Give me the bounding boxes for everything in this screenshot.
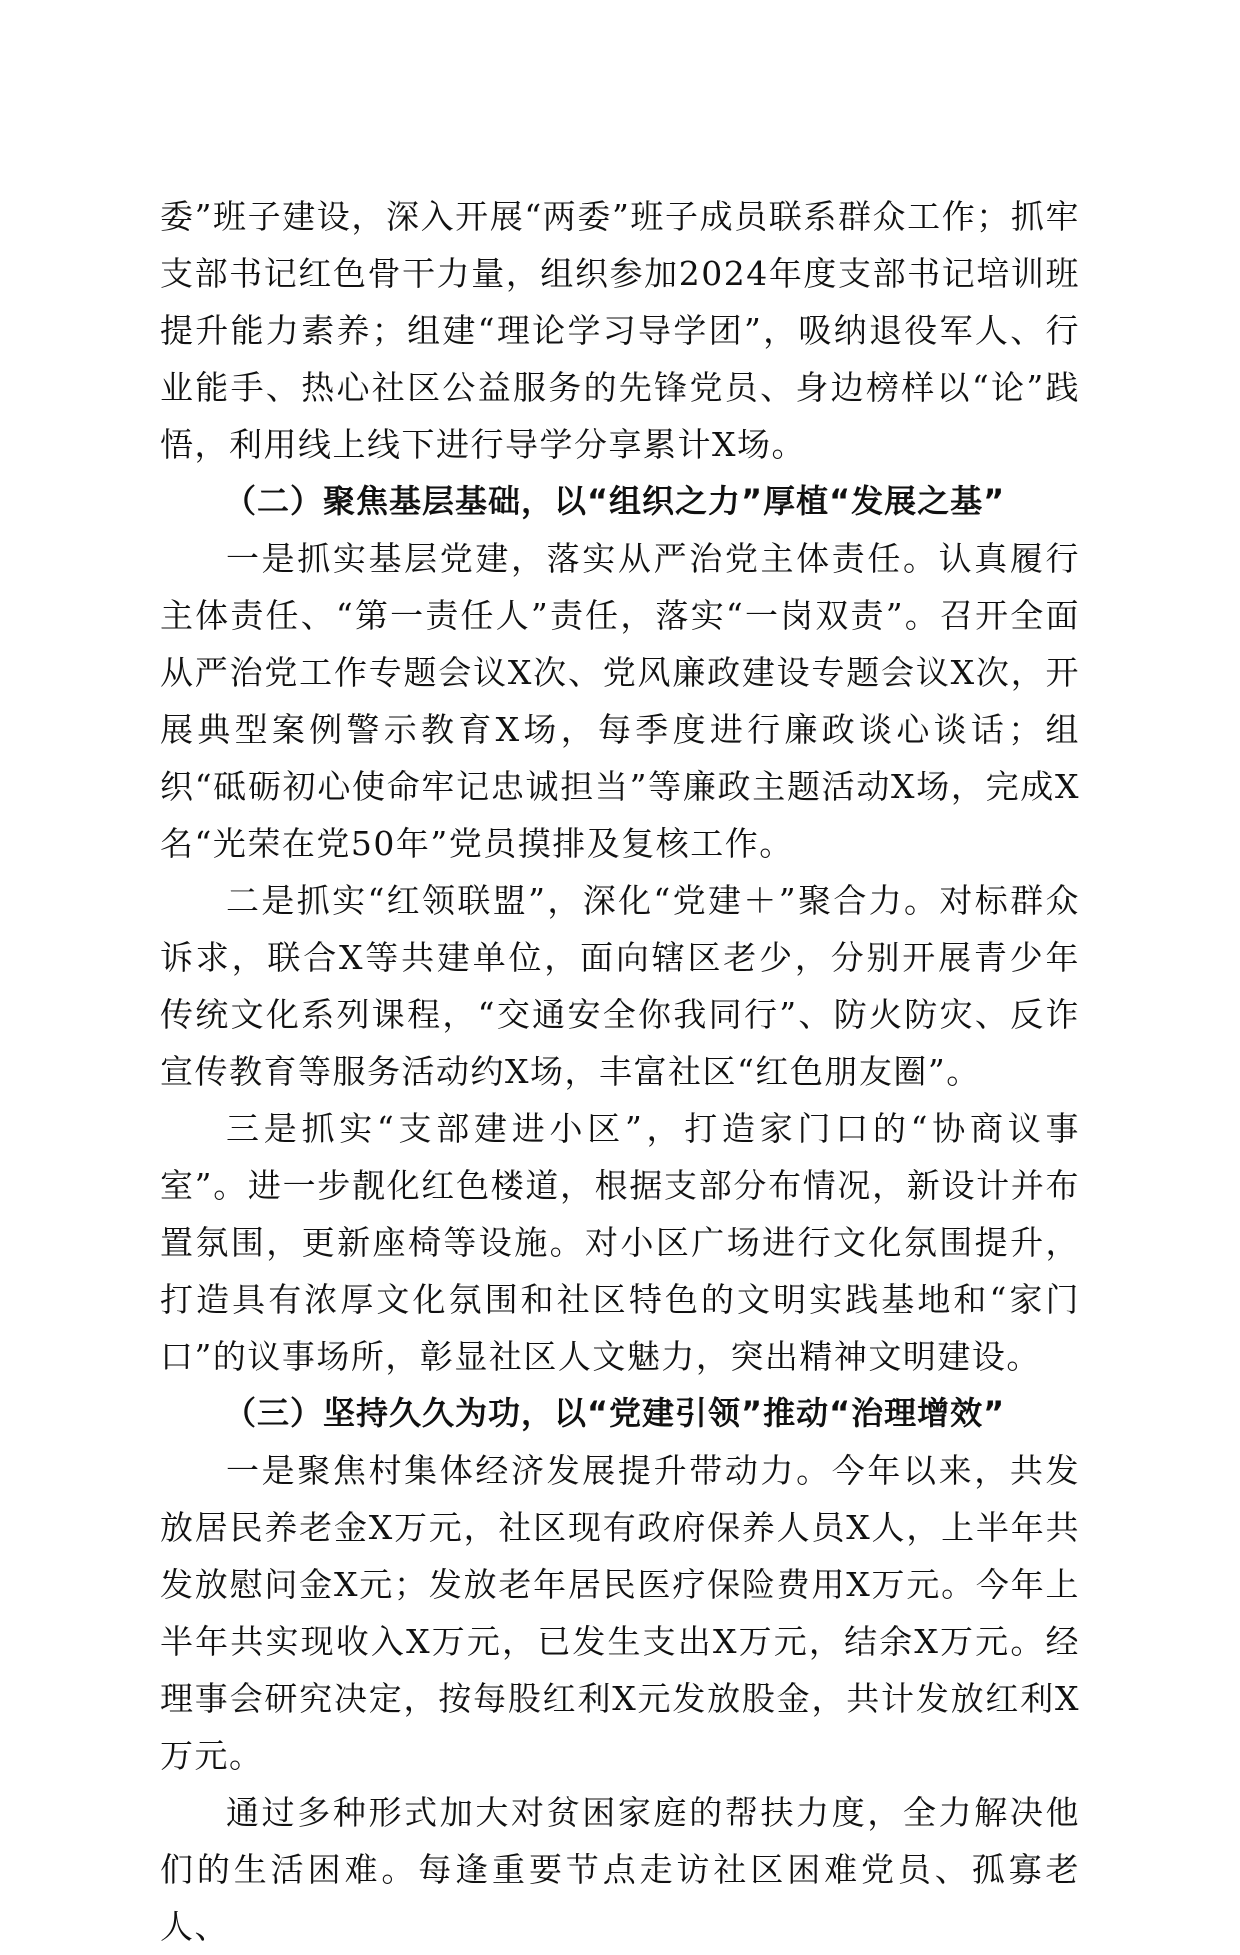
paragraph-continuation: 委”班子建设，深入开展“两委”班子成员联系群众工作；抓牢支部书记红色骨干力量，组织参加2024年度支部书记培训班提升能力素养；组建“理论学习导学团”，吸纳退役军人、行业能手、热心社区公益服务的先锋党员、身边榜样以“论”践悟，利用线上线下进行导学分享累计X场。 (160, 197, 1080, 464)
paragraph-branch-community: 三是抓实“支部建进小区”，打造家门口的“协商议事室”。进一步靓化红色楼道，根据支部分布情况，新设计并布置氛围，更新座椅等设施。对小区广场进行文化氛围提升，打造具有浓厚文化氛围和社区特色的文明实践基地和“家门口”的议事场所，彰显社区人文魅力，突出精神文明建设。 (160, 1109, 1080, 1376)
paragraph-party-building: 一是抓实基层党建，落实从严治党主体责任。认真履行主体责任、“第一责任人”责任，落实“一岗双责”。召开全面从严治党工作专题会议X次、党风廉政建设专题会议X次，开展典型案例警示教育X场，每季度进行廉政谈心谈话；组织“砥砺初心使命牢记忠诚担当”等廉政主题活动X场，完成X名“光荣在党50年”党员摸排及复核工作。 (160, 539, 1080, 863)
paragraph-red-alliance: 二是抓实“红领联盟”，深化“党建＋”聚合力。对标群众诉求，联合X等共建单位，面向辖区老少，分别开展青少年传统文化系列课程，“交通安全你我同行”、防火防灾、反诈宣传教育等服务活动约X场，丰富社区“红色朋友圈”。 (160, 881, 1080, 1091)
document-body (160, 188, 1080, 1955)
section-heading-2: （二）聚焦基层基础，以“组织之力”厚植“发展之基” (224, 482, 1006, 520)
paragraph-collective-economy: 一是聚焦村集体经济发展提升带动力。今年以来，共发放居民养老金X万元，社区现有政府保养人员X人，上半年共发放慰问金X元；发放老年居民医疗保险费用X万元。今年上半年共实现收入X万元，已发生支出X万元，结余X万元。经理事会研究决定，按每股红利X元发放股金，共计发放红利X万元。 (160, 1451, 1080, 1775)
paragraph-poverty-assistance: 通过多种形式加大对贫困家庭的帮扶力度，全力解决他们的生活困难。每逢重要节点走访社区困难党员、孤寡老人、 (160, 1793, 1080, 1946)
section-heading-3: （三）坚持久久为功，以“党建引领”推动“治理增效” (224, 1394, 1006, 1432)
